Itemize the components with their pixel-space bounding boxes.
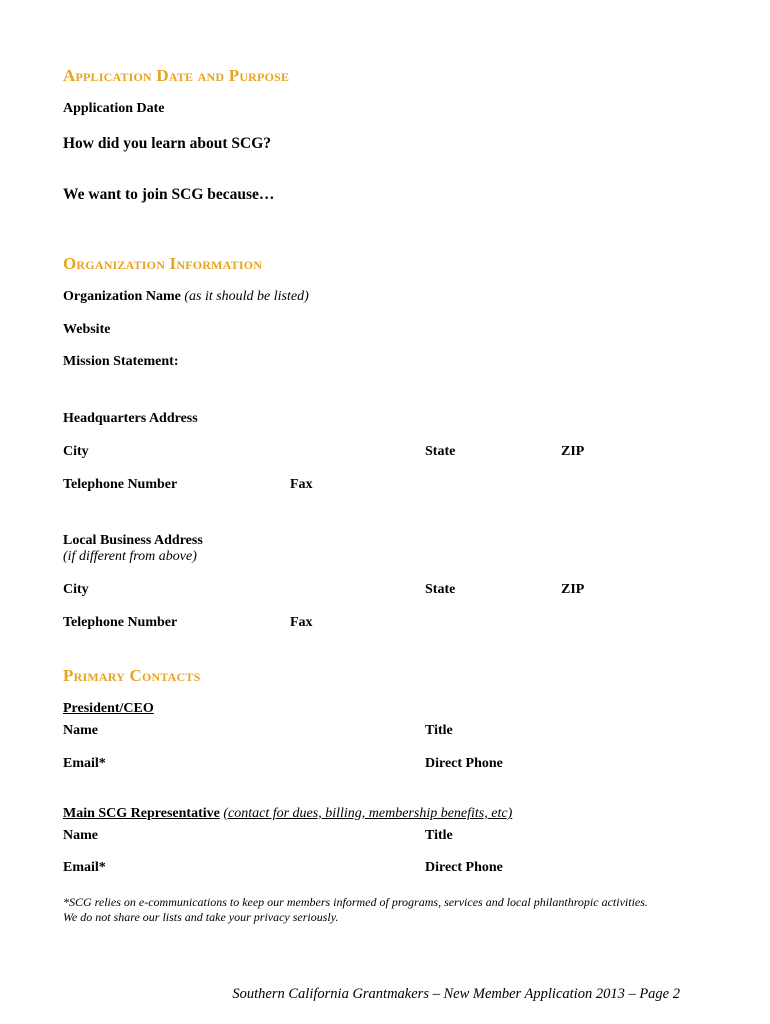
rep-email-label: Email*	[63, 860, 106, 875]
headquarters-address-label: Headquarters Address	[63, 411, 198, 426]
hq-zip-label: ZIP	[561, 444, 585, 459]
rep-title-label: Title	[425, 828, 453, 843]
section-heading-contacts: Primary Contacts	[63, 666, 201, 685]
local-telephone-label: Telephone Number	[63, 615, 178, 630]
section-heading-organization: Organization Information	[63, 254, 263, 273]
privacy-footnote-line2: We do not share our lists and take your privacy seriously.	[63, 910, 339, 924]
main-representative-heading	[63, 806, 512, 822]
local-state-label: State	[425, 582, 456, 597]
hq-city-label: City	[63, 444, 89, 459]
hq-fax-label: Fax	[290, 477, 313, 492]
organization-name-field	[63, 289, 309, 305]
local-fax-label: Fax	[290, 615, 313, 630]
join-reason-label: We want to join SCG because…	[63, 186, 275, 203]
ceo-title-label: Title	[425, 723, 453, 738]
organization-name-note: (as it should be listed)	[184, 289, 309, 304]
hq-telephone-label: Telephone Number	[63, 477, 178, 492]
main-representative-label: Main SCG Representative	[63, 806, 220, 821]
ceo-email-label: Email*	[63, 756, 106, 771]
privacy-footnote-line1: *SCG relies on e-communications to keep our members informed of programs, services and local philanthropic activities.	[63, 895, 648, 909]
privacy-footnote	[63, 895, 713, 925]
learn-about-label: How did you learn about SCG?	[63, 135, 272, 152]
rep-direct-phone-label: Direct Phone	[425, 860, 503, 875]
president-ceo-heading: President/CEO	[63, 701, 154, 716]
organization-name-label: Organization Name	[63, 289, 181, 304]
application-date-label: Application Date	[63, 101, 165, 116]
hq-state-label: State	[425, 444, 456, 459]
page-footer: Southern California Grantmakers – New Member Application 2013 – Page 2	[232, 986, 680, 1002]
section-heading-application: Application Date and Purpose	[63, 66, 290, 85]
website-label: Website	[63, 322, 111, 337]
ceo-name-label: Name	[63, 723, 98, 738]
local-zip-label: ZIP	[561, 582, 585, 597]
local-address-note: (if different from above)	[63, 549, 197, 564]
local-city-label: City	[63, 582, 89, 597]
rep-name-label: Name	[63, 828, 98, 843]
ceo-direct-phone-label: Direct Phone	[425, 756, 503, 771]
local-business-address-label: Local Business Address	[63, 533, 203, 548]
mission-statement-label: Mission Statement:	[63, 354, 179, 369]
main-representative-note: (contact for dues, billing, membership benefits, etc)	[223, 806, 513, 821]
